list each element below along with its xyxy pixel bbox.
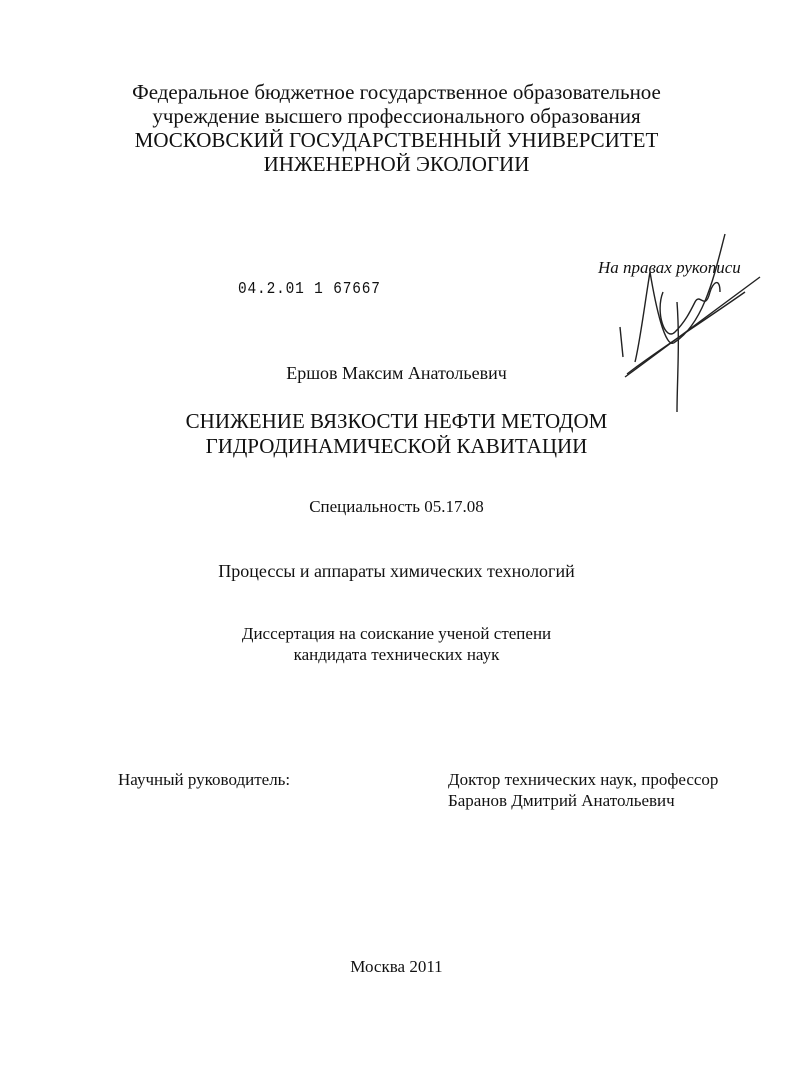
specialty-name: Процессы и аппараты химических технологий [218,561,575,581]
supervisor-label: Научный руководитель: [118,770,291,789]
thesis-title-line-2: ГИДРОДИНАМИЧЕСКОЙ КАВИТАЦИИ [205,434,588,458]
institution-line-1: Федеральное бюджетное государственное образовательное [132,80,661,104]
supervisor-name: Баранов Дмитрий Анатольевич [448,791,675,810]
degree-line-2: кандидата технических наук [293,645,500,664]
specialty-code: Специальность 05.17.08 [309,497,484,516]
author-name: Ершов Максим Анатольевич [286,363,507,383]
registration-stamp: 04.2.01 1 67667 [238,280,381,299]
institution-line-3: МОСКОВСКИЙ ГОСУДАРСТВЕННЫЙ УНИВЕРСИТЕТ [134,128,659,152]
place-year: Москва 2011 [350,957,443,976]
signature [595,232,765,417]
supervisor-title: Доктор технических наук, профессор [448,770,719,789]
institution-line-2: учреждение высшего профессионального образования [152,104,641,128]
thesis-title-line-1: СНИЖЕНИЕ ВЯЗКОСТИ НЕФТИ МЕТОДОМ [185,409,608,433]
manuscript-rights: На правах рукописи [598,258,741,277]
degree-line-1: Диссертация на соискание ученой степени [241,624,552,643]
institution-line-4: ИНЖЕНЕРНОЙ ЭКОЛОГИИ [263,152,530,176]
